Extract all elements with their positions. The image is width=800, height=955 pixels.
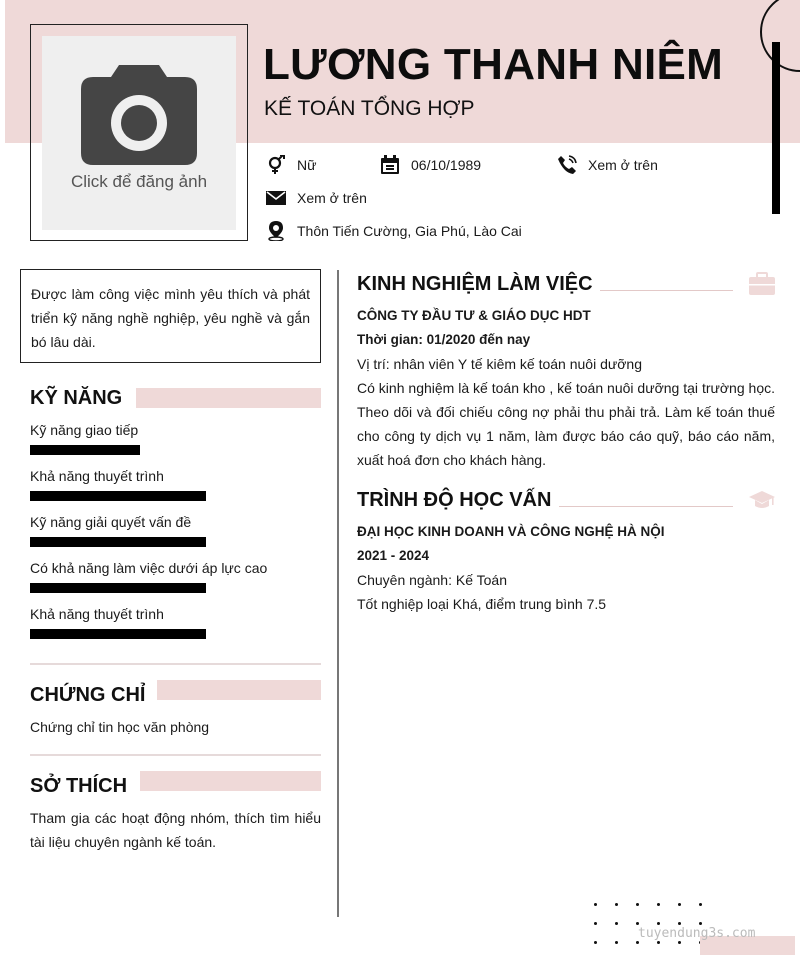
education-school: ĐẠI HỌC KINH DOANH VÀ CÔNG NGHỆ HÀ NỘI xyxy=(357,524,665,539)
experience-title-line xyxy=(600,290,733,291)
column-divider xyxy=(337,270,339,917)
watermark: tuyendung3s.com xyxy=(638,926,756,941)
hobbies-text: Tham gia các hoạt động nhóm, thích tìm hiểu tài liệu chuyên ngành kế toán. xyxy=(30,810,321,850)
skill-name: Kỹ năng giải quyết vấn đề xyxy=(30,514,192,530)
skill-name: Khả năng thuyết trình xyxy=(30,606,164,622)
certificates-title: CHỨNG CHỈ xyxy=(30,684,146,706)
experience-role: Vị trí: nhân viên Y tế kiêm kế toán nuôi dưỡng xyxy=(357,356,642,372)
candidate-name: LƯƠNG THANH NIÊM xyxy=(263,40,724,89)
decorative-dot xyxy=(615,903,618,906)
location-icon xyxy=(265,220,287,242)
experience-company: CÔNG TY ĐẦU TƯ & GIÁO DỤC HDT xyxy=(357,308,591,323)
decorative-dot xyxy=(657,941,660,944)
graduation-cap-icon xyxy=(748,488,776,512)
decorative-dot xyxy=(615,922,618,925)
calendar-icon xyxy=(379,154,401,176)
decorative-dot xyxy=(594,903,597,906)
hobbies-title-bar xyxy=(140,771,321,791)
job-position: KẾ TOÁN TỔNG HỢP xyxy=(264,97,475,120)
education-major: Chuyên ngành: Kế Toán xyxy=(357,572,507,588)
decorative-dot xyxy=(657,922,660,925)
certificates-text: Chứng chỉ tin học văn phòng xyxy=(30,719,210,735)
education-result: Tốt nghiệp loại Khá, điểm trung bình 7.5 xyxy=(357,596,607,612)
gender-info xyxy=(265,154,316,176)
decorative-dot xyxy=(657,903,660,906)
email-value: Xem ở trên xyxy=(297,190,367,206)
skill-bar xyxy=(30,445,206,455)
gender-value: Nữ xyxy=(297,157,317,173)
education-title-line xyxy=(559,506,733,507)
briefcase-icon xyxy=(748,272,776,296)
skill-bar xyxy=(30,629,206,639)
decorative-dot xyxy=(594,922,597,925)
education-title: TRÌNH ĐỘ HỌC VẤN xyxy=(357,489,552,511)
decorative-bar xyxy=(772,42,780,214)
hobbies-title: SỞ THÍCH xyxy=(30,775,128,797)
skill-bar xyxy=(30,583,206,593)
decorative-dot xyxy=(699,903,702,906)
experience-description: Có kinh nghiệm là kế toán kho , kế toán nuôi dưỡng tại trường học. Theo dõi và đối chiếu công nợ phải thu phải trả. Làm kế toán thuế cho công ty dịch vụ 1 năm, làm được báo cáo quỹ, báo cáo năm, xuất hoá đơn cho khách hàng. xyxy=(357,380,775,468)
email-info xyxy=(265,187,367,209)
section-divider xyxy=(30,663,321,665)
birthdate-value: 06/10/1989 xyxy=(411,157,482,173)
phone-icon xyxy=(556,154,578,176)
skills-title-bar xyxy=(136,388,321,408)
decorative-dot xyxy=(594,941,597,944)
skill-name: Khả năng thuyết trình xyxy=(30,468,164,484)
decorative-dot xyxy=(636,941,639,944)
skill-bar xyxy=(30,491,206,501)
camera-icon[interactable] xyxy=(81,65,197,165)
education-years: 2021 - 2024 xyxy=(357,548,430,563)
skills-title: KỸ NĂNG xyxy=(30,387,123,409)
skill-bar xyxy=(30,537,206,547)
phone-info xyxy=(556,154,658,176)
decorative-dot xyxy=(678,922,681,925)
phone-value: Xem ở trên xyxy=(588,157,658,173)
birthdate-info xyxy=(379,154,481,176)
decorative-dot xyxy=(678,903,681,906)
decorative-dot xyxy=(636,922,639,925)
career-objective: Được làm công việc mình yêu thích và phát triển kỹ năng nghề nghiệp, yêu nghề và gắn bó lâu dài. xyxy=(20,269,321,363)
gender-icon xyxy=(265,154,287,176)
email-icon xyxy=(265,187,287,209)
address-info xyxy=(265,220,522,242)
decorative-dot xyxy=(615,941,618,944)
skill-name: Kỹ năng giao tiếp xyxy=(30,422,139,438)
experience-period: Thời gian: 01/2020 đến nay xyxy=(357,332,531,347)
decorative-dot xyxy=(636,903,639,906)
certificates-title-bar xyxy=(157,680,321,700)
address-value: Thôn Tiến Cường, Gia Phú, Lào Cai xyxy=(297,223,522,239)
experience-title: KINH NGHIỆM LÀM VIỆC xyxy=(357,273,593,295)
decorative-dot xyxy=(678,941,681,944)
skill-name: Có khả năng làm việc dưới áp lực cao xyxy=(30,560,268,576)
decorative-dot xyxy=(699,922,702,925)
photo-upload-label[interactable]: Click để đăng ảnh xyxy=(70,172,208,191)
section-divider xyxy=(30,754,321,756)
